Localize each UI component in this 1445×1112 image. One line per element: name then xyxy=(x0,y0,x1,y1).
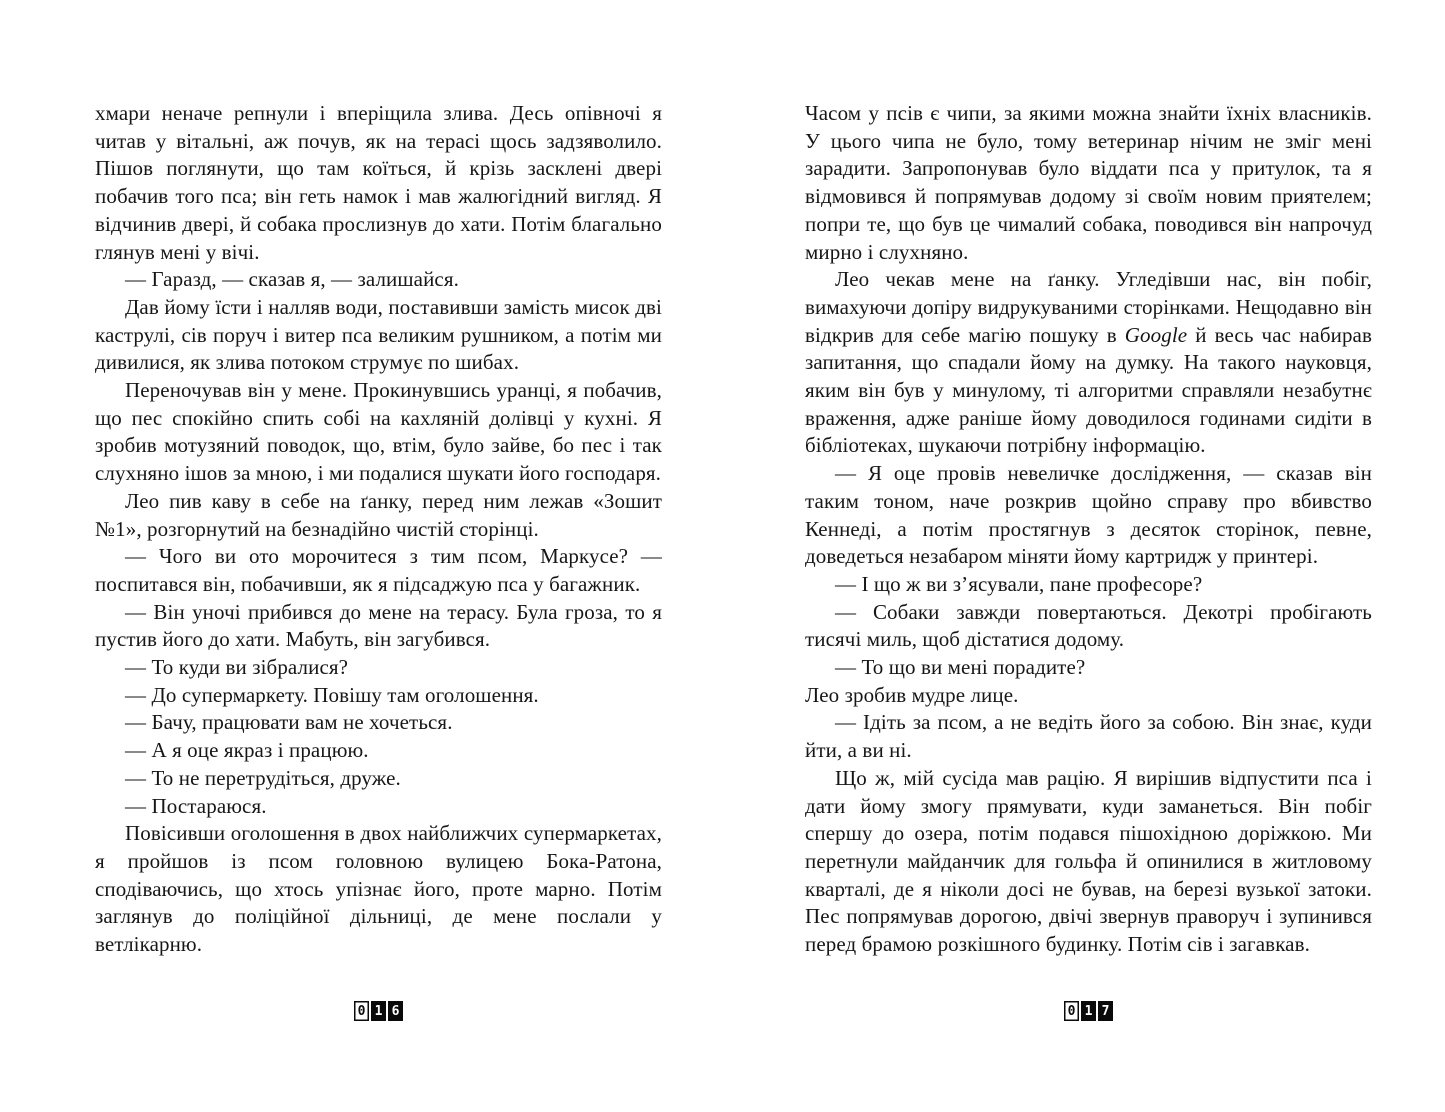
page-number-digit: 6 xyxy=(388,1001,403,1021)
page-number-digit: 1 xyxy=(371,1001,386,1021)
page-number-digit: 1 xyxy=(1081,1001,1096,1021)
text-segment: — Постараюся. xyxy=(125,793,267,818)
page-right-text xyxy=(805,100,1372,959)
italic-text: Google xyxy=(1124,322,1188,347)
paragraph xyxy=(95,765,662,793)
text-segment: Дав йому їсти і налляв води, поставивши замість мисок дві каструлі, сів поруч і витер пса великим рушником, а потім ми дивилися, як злива потоком струмує по шибах. xyxy=(95,294,662,375)
paragraph xyxy=(805,654,1372,682)
text-segment: — Він уночі прибився до мене на терасу. Була гроза, то я пустив його до хати. Мабуть, він загубився. xyxy=(95,599,662,652)
paragraph xyxy=(95,543,662,598)
text-segment: — Бачу, працювати вам не хочеться. xyxy=(125,710,453,735)
paragraph xyxy=(95,737,662,765)
text-segment: — Гаразд, — сказав я, — залишайся. xyxy=(125,267,459,292)
page-number-digit: 7 xyxy=(1098,1001,1113,1021)
text-segment: — То куди ви зібралися? xyxy=(125,655,349,680)
paragraph xyxy=(95,377,662,488)
page-number-digit: 0 xyxy=(354,1001,369,1021)
text-segment: й весь час набирав запитання, що спадали йому на думку. На такого науковця, яким він був у минулому, ті алгоритми справляли незабутнє враження, адже раніше йому доводилося годинами сидіти в бібліотеках, шукаючи потрібну інформацію. xyxy=(805,322,1372,458)
paragraph xyxy=(95,793,662,821)
text-segment: — Я оце провів невеличке дослідження, — сказав він таким тоном, наче розкрив щойно справу про вбивство Кеннеді, а потім простягнув з десяток сторінок, певне, доведеться незабаром міняти йому картридж у принтері. xyxy=(805,461,1372,569)
text-segment: Лео пив каву в себе на ґанку, перед ним лежав «Зошит №1», розгорнутий на безнадійно чистій сторінці. xyxy=(95,488,662,541)
paragraph xyxy=(95,100,662,266)
paragraph xyxy=(95,709,662,737)
text-segment: — То що ви мені порадите? xyxy=(835,655,1086,680)
page-left-text xyxy=(95,100,662,959)
paragraph xyxy=(95,654,662,682)
text-segment: хмари неначе репнули і вперіщила злива. Десь опівночі я читав у вітальні, аж почув, як на терасі щось задзяволило. Пішов поглянути, що там коїться, й крізь засклені двері побачив того пса; він геть намок і мав жалюгідний вигляд. Я відчинив двері, й собака прослизнув до хати. Потім благально глянув мені у вічі. xyxy=(95,101,662,264)
text-segment: Лео чекав мене на ґанку. Угледівши нас, він побіг, вимахуючи допіру видрукуваними сторінками. Нещодавно він відкрив для себе магію пошуку в xyxy=(805,267,1372,347)
paragraph xyxy=(805,266,1372,460)
paragraph xyxy=(805,709,1372,764)
text-segment: — І що ж ви з’ясували, пане професоре? xyxy=(835,571,1203,596)
paragraph xyxy=(95,294,662,377)
page-right xyxy=(805,0,1372,1112)
text-segment: Часом у псів є чипи, за якими можна знайти їхніх власників. У цього чипа не було, тому ветеринар нічим не зміг мені зарадити. Запропонував було віддати пса у притулок, та я відмовився й попрямував додому зі своїм новим приятелем; попри те, що був це чималий собака, поводився він напрочуд мирно і слухняно. xyxy=(805,101,1372,264)
paragraph xyxy=(95,266,662,294)
page-right-folio xyxy=(805,1001,1372,1021)
page-left xyxy=(95,0,662,1112)
paragraph xyxy=(805,599,1372,654)
paragraph xyxy=(805,571,1372,599)
text-segment: — Чого ви ото морочитеся з тим псом, Маркусе? — поспитався він, побачивши, як я підсаджую пса у багажник. xyxy=(95,544,662,596)
paragraph xyxy=(95,599,662,654)
paragraph xyxy=(805,100,1372,266)
paragraph xyxy=(805,460,1372,571)
text-segment: — До супермаркету. Повішу там оголошення. xyxy=(125,682,539,707)
text-segment: Переночував він у мене. Прокинувшись уранці, я побачив, що пес спокійно спить собі на кахляній долівці у кухні. Я зробив мотузяний поводок, що, втім, було зайве, бо пес і так слухняно ішов за мною, і ми подалися шукати його господаря. xyxy=(95,378,662,486)
page-number-digit: 0 xyxy=(1064,1001,1079,1021)
page-left-folio xyxy=(95,1001,662,1021)
text-segment: — Собаки завжди повертаються. Декотрі пробігають тисячі миль, щоб дістатися додому. xyxy=(805,599,1372,652)
paragraph xyxy=(805,765,1372,959)
text-segment: — А я оце якраз і працюю. xyxy=(125,738,369,763)
paragraph xyxy=(95,488,662,543)
text-segment: — То не перетрудіться, друже. xyxy=(125,765,401,790)
text-segment: Лео зробив мудре лице. xyxy=(805,682,1019,707)
paragraph xyxy=(95,682,662,710)
paragraph xyxy=(95,820,662,959)
text-segment: Повісивши оголошення в двох найближчих супермаркетах, я пройшов із псом головною вулицею Бока-Ратона, сподіваючись, що хтось упізнає його, проте марно. Потім заглянув до поліційної дільниці, де мене послали у ветлікарню. xyxy=(95,821,662,957)
text-segment: — Ідіть за псом, а не ведіть його за собою. Він знає, куди йти, а ви ні. xyxy=(805,710,1372,763)
text-segment: Що ж, мій сусіда мав рацію. Я вирішив відпустити пса і дати йому змогу прямувати, куди заманеться. Він побіг спершу до озера, потім подався пішохідною доріжкою. Ми перетнули майданчик для гольфа й опинилися в житловому кварталі, де я ніколи досі не бував, на березі вузької затоки. Пес попрямував дорогою, двічі звернув праворуч і зупинився перед брамою розкішного будинку. Потім сів і загавкав. xyxy=(805,765,1372,957)
paragraph xyxy=(805,682,1372,710)
